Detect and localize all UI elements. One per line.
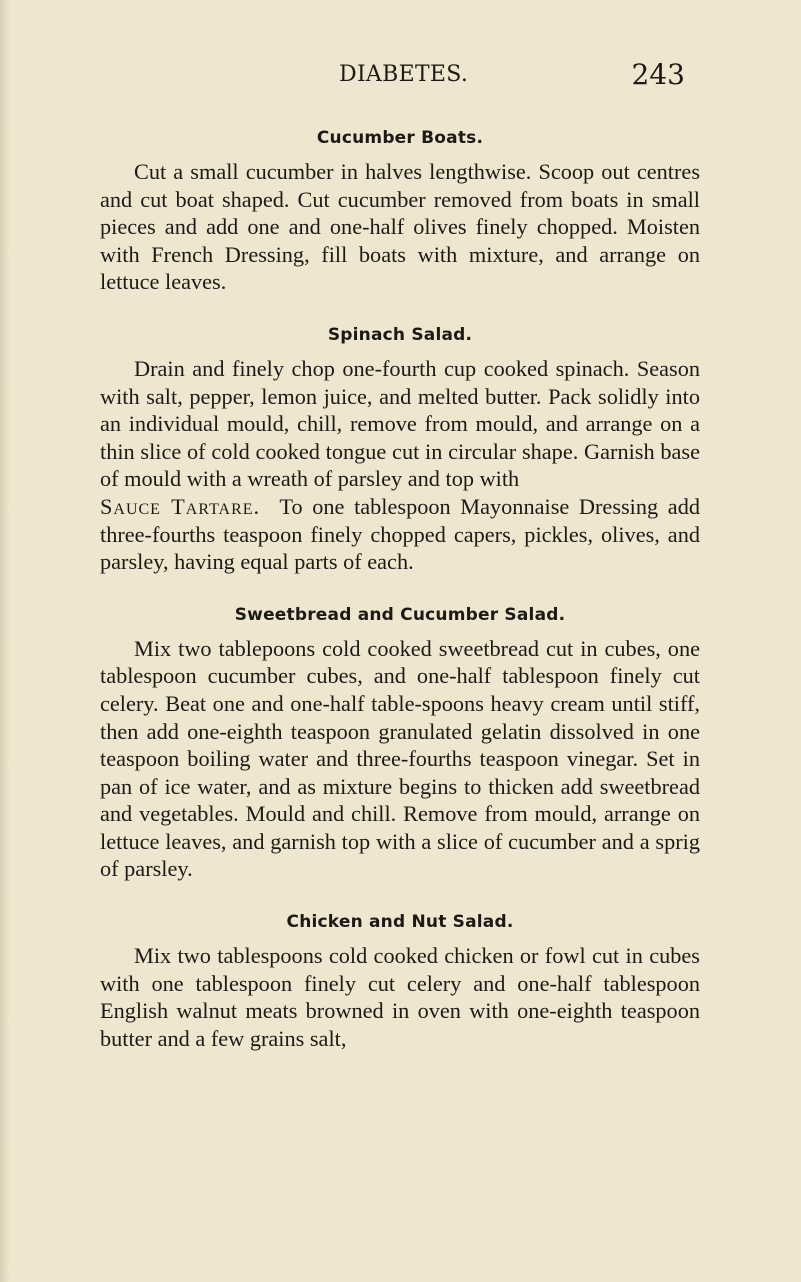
recipe-paragraph: Cut a small cucumber in halves lengthwise. Scoop out centres and cut boat shaped. Cut cucumber removed from boats in small pieces and add one and one-half olives finely chopped. Moisten with French Dressing, fill boats with mixture, and arrange on lettuce leaves.: [100, 159, 700, 295]
recipe-paragraph: Drain and finely chop one-fourth cup cooked spinach. Season with salt, pepper, lemon juice, and melted butter. Pack solidly into an individual mould, chill, remove from mould, and arrange on a thin slice of cold cooked tongue cut in circular shape. Garnish base of mould with a wreath of parsley and top with: [100, 355, 700, 492]
recipe-spinach-salad: [100, 325, 700, 576]
page-content: [100, 128, 700, 1052]
running-head: [0, 58, 801, 102]
page-edge-shadow: [0, 0, 10, 1282]
sauce-paragraph: [100, 493, 700, 576]
recipe-paragraph: Mix two tablepoons cold cooked sweetbread cut in cubes, one tablespoon cucumber cubes, and one-half tablespoon finely cut celery. Beat one and one-half table-spoons heavy cream until stiff, then add one-eighth teaspoon granulated gelatin dissolved in one teaspoon boiling water and three-fourths teaspoon vinegar. Set in pan of ice water, and as mixture begins to thicken add sweetbread and vegetables. Mould and chill. Remove from mould, arrange on lettuce leaves, and garnish top with a slice of cucumber and a sprig of parsley.: [100, 635, 700, 882]
recipe-heading: Cucumber Boats.: [316, 128, 484, 148]
sauce-text: To one tablespoon Mayonnaise Dressing add three-fourths teaspoon finely chopped capers, pickles, olives, and parsley, having equal parts of each.: [100, 493, 700, 575]
recipe-cucumber-boats: [100, 128, 700, 296]
recipe-chicken-nut-salad: [100, 912, 700, 1052]
page-number: 243: [631, 58, 685, 91]
recipe-heading: Chicken and Nut Salad.: [286, 912, 514, 933]
recipe-paragraph: Mix two tablespoons cold cooked chicken or fowl cut in cubes with one tablespoon finely cut celery and one-half tablespoon English walnut meats browned in oven with one-eighth teaspoon butter and a few grains salt,: [100, 943, 700, 1051]
recipe-heading: Spinach Salad.: [327, 324, 473, 345]
running-title: DIABETES.: [339, 62, 469, 87]
sauce-name: Sauce Tartare.: [100, 493, 261, 519]
recipe-sweetbread-cucumber-salad: [100, 605, 700, 883]
recipe-heading: Sweetbread and Cucumber Salad.: [234, 604, 566, 625]
